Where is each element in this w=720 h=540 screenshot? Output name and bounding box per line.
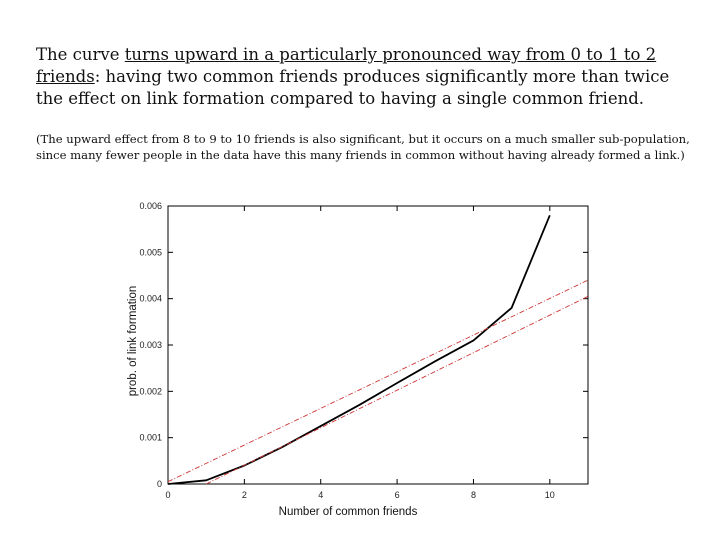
plot-frame <box>168 206 588 484</box>
y-tick-label: 0 <box>156 479 162 489</box>
main-paragraph-tail: : having two common friends produces significantly more than twice the effect on link formation compared to having a single common friend. <box>36 67 670 108</box>
x-tick-label: 6 <box>394 490 400 500</box>
main-paragraph-lead: The curve <box>36 45 125 64</box>
main-paragraph-underlined: turns upward in a particularly pronounced way from 0 to 1 to 2 friends <box>36 45 657 86</box>
x-tick-label: 4 <box>318 490 324 500</box>
y-tick-label: 0.003 <box>139 340 162 350</box>
series-layer <box>168 215 588 484</box>
x-axis-title: Number of common friends <box>278 506 418 518</box>
link-formation-chart <box>120 196 600 520</box>
y-tick-label: 0.004 <box>139 293 162 304</box>
reference-line-2 <box>206 296 588 484</box>
y-tick-label: 0.002 <box>139 386 162 397</box>
y-tick-label: 0.001 <box>139 432 162 443</box>
x-axis-ticks <box>165 206 554 500</box>
note-paragraph: (The upward effect from 8 to 9 to 10 friends is also significant, but it occurs on a much smaller sub-population, since many fewer people in the data have this many friends in common without having already formed a link.) <box>36 132 690 162</box>
y-tick-label: 0.006 <box>139 201 162 211</box>
x-tick-label: 8 <box>470 490 476 500</box>
reference-line-1 <box>168 280 588 482</box>
y-tick-label: 0.005 <box>139 247 162 258</box>
x-tick-label: 0 <box>165 490 171 500</box>
main-series-line <box>168 215 550 484</box>
y-axis-ticks <box>139 201 588 489</box>
main-paragraph <box>36 44 696 110</box>
x-tick-label: 2 <box>241 490 247 500</box>
x-tick-label: 10 <box>544 490 555 500</box>
y-axis-title: prob. of link formation <box>127 285 139 397</box>
